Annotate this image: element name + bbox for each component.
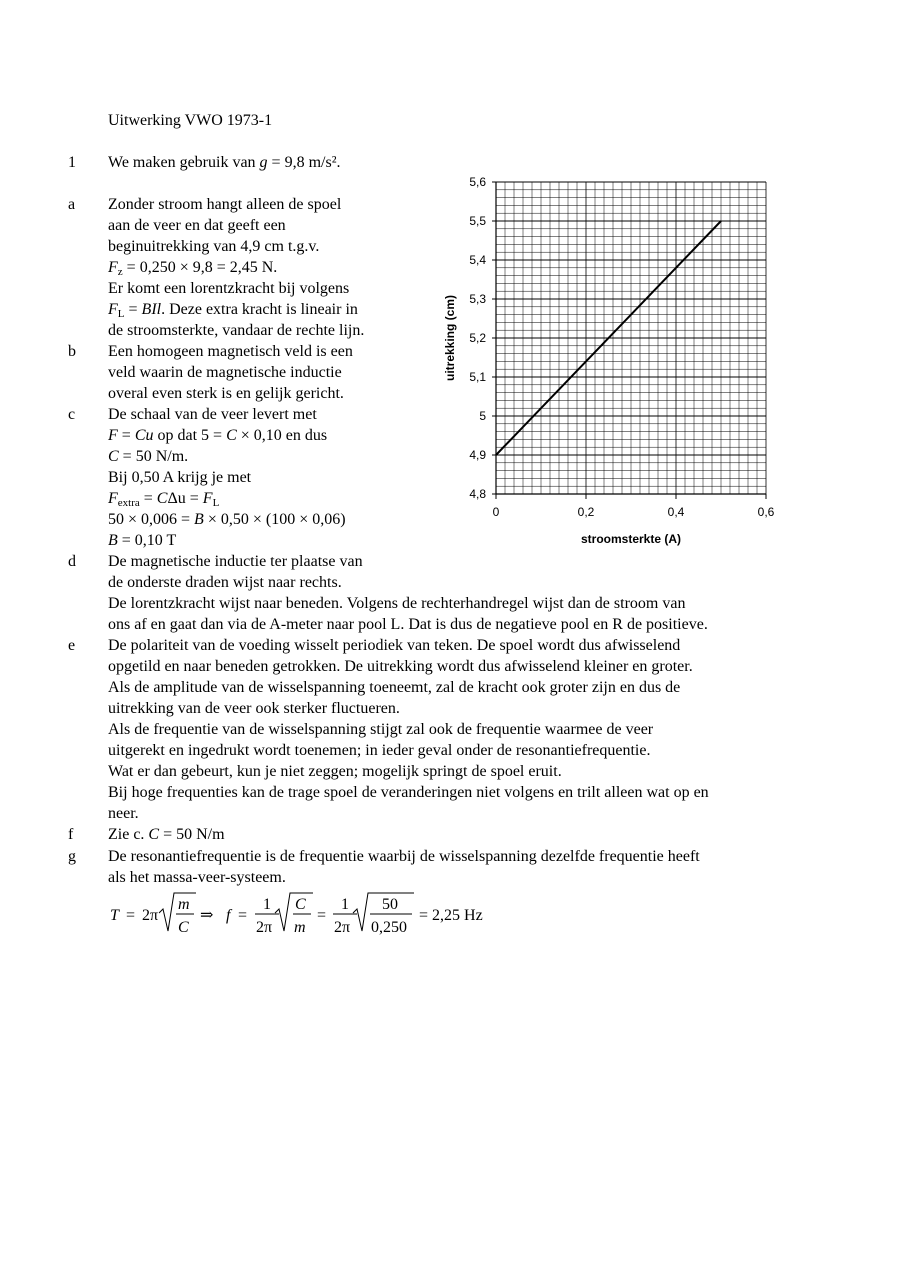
item-c-line: 50 × 0,006 = B × 0,50 × (100 × 0,06) [108, 511, 346, 528]
formula-C-1: C [178, 919, 189, 936]
item-b-line: veld waarin de magnetische inductie [108, 364, 342, 381]
item-label-f: f [68, 826, 74, 843]
x-tick-label: 0,6 [757, 505, 775, 519]
resonance-formula [108, 887, 528, 947]
y-tick-label: 5,1 [469, 370, 486, 384]
item-b-line: Een homogeen magnetisch veld is een [108, 343, 353, 360]
y-tick-label: 4,8 [469, 487, 486, 501]
item-d-line: De lorentzkracht wijst naar beneden. Volgens de rechterhandregel wijst dan de stroom van [108, 595, 686, 612]
item-e-line: opgetild en naar beneden getrokken. De uitrekking wordt dus afwisselend kleiner en groter. [108, 658, 693, 675]
page-title: Uitwerking VWO 1973-1 [108, 112, 273, 129]
formula-m-2: m [294, 919, 306, 936]
item-1-line: We maken gebruik van g = 9,8 m/s². [108, 154, 341, 171]
item-f-line: Zie c. C = 50 N/m [108, 826, 225, 843]
item-a-line: aan de veer en dat geeft een [108, 217, 286, 234]
item-label-g: g [68, 848, 76, 865]
x-tick-label: 0,4 [667, 505, 685, 519]
y-tick-label: 5 [479, 409, 486, 423]
item-d-line: de onderste draden wijst naar rechts. [108, 574, 342, 591]
item-e-line: neer. [108, 805, 139, 822]
item-c-line: De schaal van de veer levert met [108, 406, 317, 423]
item-a-line: beginuitrekking van 4,9 cm t.g.v. [108, 238, 320, 255]
formula-eq-1: = [126, 907, 136, 924]
item-label-b: b [68, 343, 76, 360]
item-b-line: overal even sterk is en gelijk gericht. [108, 385, 344, 402]
formula-2pi-1: 2π [142, 907, 159, 924]
item-a-line: Zonder stroom hangt alleen de spoel [108, 196, 342, 213]
item-d-line: ons af en gaat dan via de A-meter naar pool L. Dat is dus de negatieve pool en R de positieve. [108, 616, 708, 633]
formula-eq-3: = [317, 907, 327, 924]
item-c-line: F = Cu op dat 5 = C × 0,10 en dus [108, 427, 328, 444]
formula-result: = 2,25 Hz [419, 907, 483, 924]
formula-one-2: 1 [341, 896, 349, 913]
item-c-line: C = 50 N/m. [108, 448, 189, 465]
x-tick-label: 0 [492, 505, 500, 519]
formula-implies: ⇒ [200, 907, 214, 924]
item-a-line: $F_z = 0,250 \times 9,8 = 2,45$ N. [108, 259, 278, 278]
formula-f: f [226, 907, 231, 924]
y-tick-label: 4,9 [469, 448, 486, 462]
formula-C-2: C [295, 896, 306, 913]
item-label-e: e [68, 637, 76, 654]
item-d-line: De magnetische inductie ter plaatse van [108, 553, 363, 570]
item-e-line: uitgerekt en ingedrukt wordt toenemen; in ieder geval onder de resonantiefrequentie. [108, 742, 651, 759]
y-tick-label: 5,5 [469, 214, 486, 228]
item-a-line: $F_L$ = BIl. Deze extra kracht is lineair in [108, 301, 358, 320]
y-tick-label: 5,2 [469, 331, 486, 345]
item-a-line: Er komt een lorentzkracht bij volgens [108, 280, 350, 297]
formula-eq-2: = [238, 907, 248, 924]
item-e-line: uitrekking van de veer ook sterker fluctueren. [108, 700, 400, 717]
item-g-line: De resonantiefrequentie is de frequentie waarbij de wisselspanning dezelfde frequentie heeft [108, 848, 700, 865]
extension-chart [438, 168, 788, 560]
item-e-line: Als de frequentie van de wisselspanning stijgt zal ook de frequentie waarmee de veer [108, 721, 654, 738]
formula-one-1: 1 [263, 896, 271, 913]
item-label-a: a [68, 196, 76, 213]
y-axis-label: uitrekking (cm) [443, 294, 457, 382]
item-e-line: Wat er dan gebeurt, kun je niet zeggen; mogelijk springt de spoel eruit. [108, 763, 562, 780]
item-c-line: B = 0,10 T [108, 532, 177, 549]
formula-2pi-3: 2π [334, 919, 351, 936]
item-label-d: d [68, 553, 76, 570]
item-e-line: Bij hoge frequenties kan de trage spoel de veranderingen niet volgens en trilt alleen wat op en [108, 784, 709, 801]
y-tick-label: 5,4 [469, 253, 486, 267]
item-e-line: De polariteit van de voeding wisselt periodiek van teken. De spoel wordt dus afwisselend [108, 637, 681, 654]
formula-2pi-2: 2π [256, 919, 273, 936]
formula-m-1: m [178, 896, 190, 913]
item-e-line: Als de amplitude van de wisselspanning toeneemt, zal de kracht ook groter zijn en dus de [108, 679, 681, 696]
x-tick-label: 0,2 [577, 505, 595, 519]
formula-fifty: 50 [382, 896, 398, 913]
x-axis-label: stroomsterkte (A) [580, 532, 682, 546]
item-g-line: als het massa-veer-systeem. [108, 869, 286, 886]
y-tick-label: 5,3 [469, 292, 486, 306]
formula-T: T [110, 907, 119, 924]
y-tick-label: 5,6 [469, 175, 486, 189]
item-a-line: de stroomsterkte, vandaar de rechte lijn. [108, 322, 365, 339]
item-label-c: c [68, 406, 76, 423]
item-c-line: Bij 0,50 A krijg je met [108, 469, 252, 486]
item-c-line: $F_{extra} = C\Delta u = F_L$ [108, 490, 220, 509]
formula-mass: 0,250 [371, 919, 407, 936]
item-label-1: 1 [68, 154, 76, 171]
